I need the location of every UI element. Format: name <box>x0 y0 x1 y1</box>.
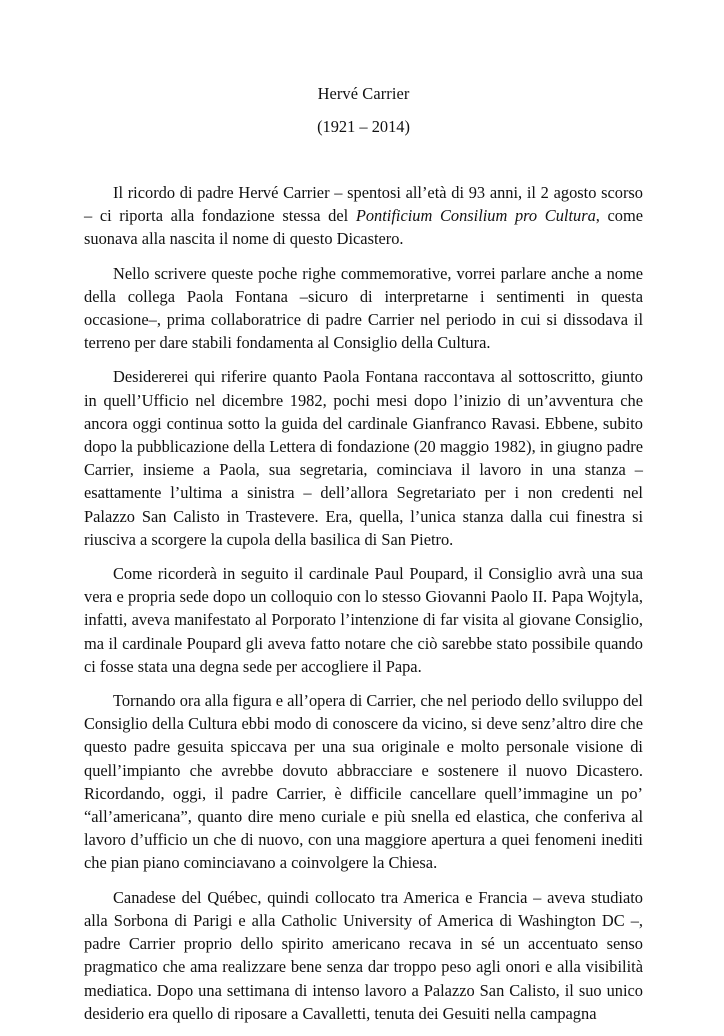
paragraph-5: Tornando ora alla figura e all’opera di Carrier, che nel periodo dello sviluppo del Consiglio della Cultura ebbi modo di conoscere da vicino, si deve senz’altro dire che questo padre gesuita spiccava per una sua originale e molto personale visione di quell’impianto che avrebbe dovuto abbracciare e sostenere il nuovo Dicastero. Ricordando, oggi, il padre Carrier, è difficile cancellare quell’immagine un po’ “all’americana”, quanto dire meno curiale e più snella ed elastica, che conferiva al lavoro d’ufficio un che di nuovo, con una maggiore apertura a quei fenomeni inediti che pian piano cominciavano a coinvolgere la Chiesa. <box>84 691 643 873</box>
paragraph-6: Canadese del Québec, quindi collocato tra America e Francia – aveva studiato alla Sorbona di Parigi e alla Catholic University of America di Washington DC –, padre Carrier proprio dello spirito americano recava in sé un accentuato senso pragmatico che ama realizzare bene senza dar troppo peso agli onori e alla visibilità mediatica. Dopo una settimana di intenso lavoro a Palazzo San Calisto, il suo unico desiderio era quello di riposare a Cavalletti, tenuta dei Gesuiti nella campagna <box>84 887 643 1023</box>
document-body <box>84 181 643 1025</box>
document-title: Hervé Carrier <box>317 84 410 103</box>
paragraph-1-text-start: Il ricordo di padre Hervé Carrier – spentosi all’età di 93 anni, il 2 agosto scorso – ci riporta alla fondazione stessa del <box>84 183 643 226</box>
paragraph-2: Nello scrivere queste poche righe commemorative, vorrei parlare anche a nome della collega Paola Fontana –sicuro di interpretarne i sentimenti in questa occasione–, prima collaboratrice di padre Carrier nel periodo in cui si dissodava il terreno per dare stabili fondamenta al Consiglio della Cultura. <box>84 263 643 353</box>
paragraph-3: Desidererei qui riferire quanto Paola Fontana raccontava al sottoscritto, giunto in quell’Ufficio nel dicembre 1982, pochi mesi dopo l’inizio di un’avventura che ancora oggi continua sotto la guida del cardinale Gianfranco Ravasi. Ebbene, subito dopo la pubblicazione della Lettera di fondazione (20 maggio 1982), in giugno padre Carrier, insieme a Paola, sua segretaria, cominciava il lavoro in una stanza – esattamente l’ultima a sinistra – dell’allora Segretariato per i non credenti nel Palazzo San Calisto in Trastevere. Era, quella, l’unica stanza dalla cui finestra si riusciva a scorgere la cupola della basilica di San Pietro. <box>84 367 643 549</box>
paragraph-1-italic-title: Pontificium Consilium pro Cultura <box>355 206 596 226</box>
document-page <box>84 82 643 1036</box>
paragraph-4: Come ricorderà in seguito il cardinale Paul Poupard, il Consiglio avrà una sua vera e propria sede dopo un colloquio con lo stesso Giovanni Paolo II. Papa Wojtyla, infatti, aveva manifestato al Porporato l’intenzione di far visita al giovane Consiglio, ma il cardinale Poupard gli aveva fatto notare che ciò sarebbe stato possibile quando ci fosse stata una degna sede per accogliere il Papa. <box>84 564 643 676</box>
document-dates: (1921 – 2014) <box>317 117 410 136</box>
paragraph-1 <box>84 181 643 251</box>
paragraph-1-text-end: , come suonava alla nascita il nome di questo Dicastero. <box>84 206 643 249</box>
